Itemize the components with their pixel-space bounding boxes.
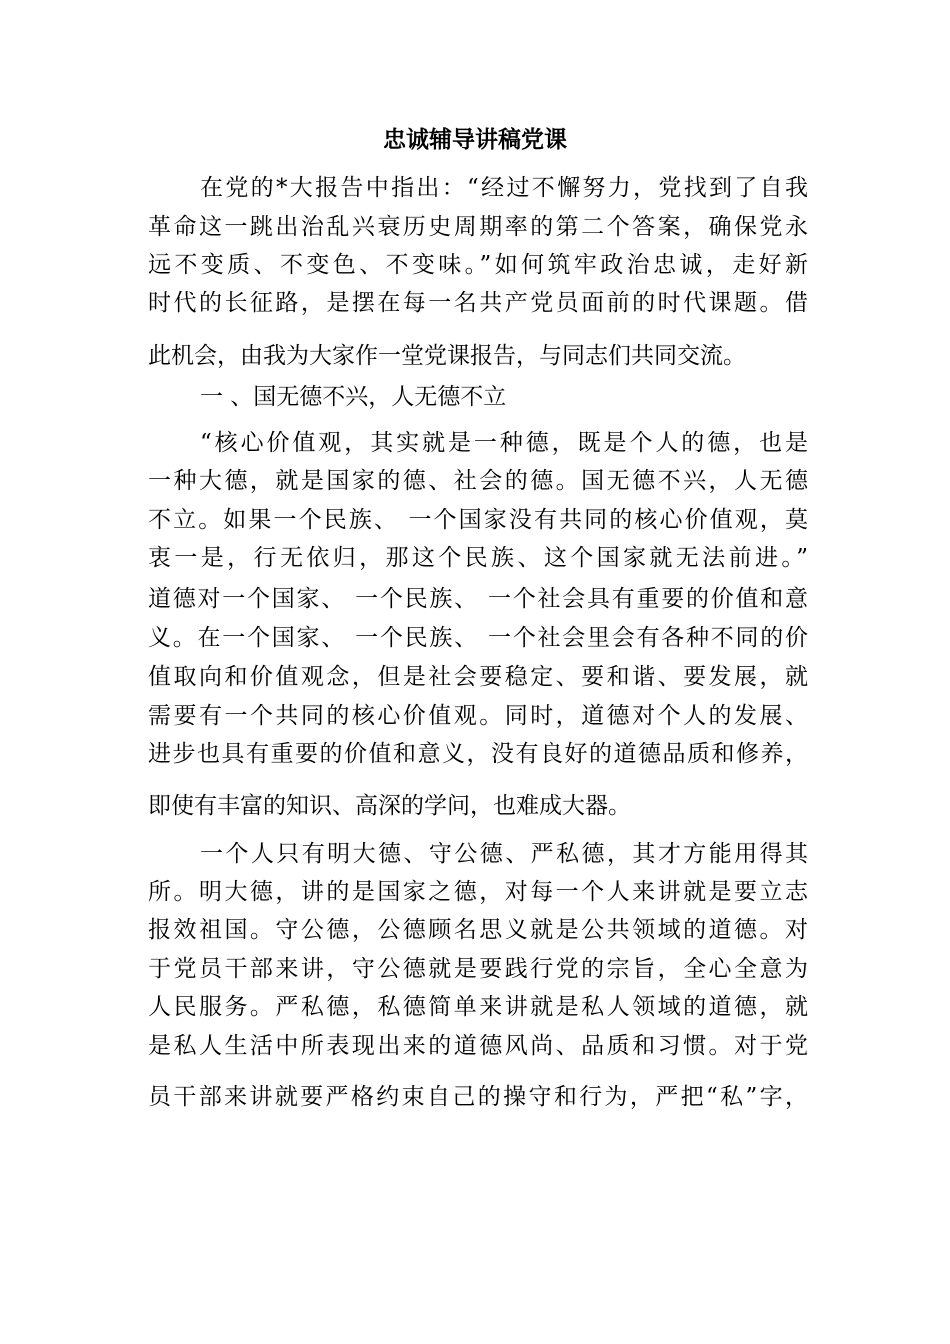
paragraph-line: 革命这一跳出治乱兴衰历史周期率的第二个答案，确保党永 [148, 214, 808, 240]
paragraph-line: 不立。如果一个民族、 一个国家没有共同的核心价值观，莫 [148, 507, 808, 533]
paragraph-line: 衷一是，行无依归，那这个民族、这个国家就无法前进。” [148, 545, 808, 571]
paragraph-line: 远不变质、不变色、不变味。”如何筑牢政治忠诚，走好新 [148, 252, 808, 278]
paragraph-line: 人民服务。严私德，私德简单来讲就是私人领域的道德，就 [148, 994, 808, 1020]
paragraph-line: 值取向和价值观念，但是社会要稳定、要和谐、要发展，就 [148, 664, 808, 690]
paragraph-line: 一个人只有明大德、守公德、严私德，其才方能用得其 [200, 841, 808, 867]
paragraph-line: 是私人生活中所表现出来的道德风尚、品质和习惯。对于党 [148, 1033, 808, 1059]
document-title: 忠诚辅导讲稿党课 [383, 127, 567, 153]
paragraph-line: 员干部来讲就要严格约束自己的操守和行为，严把“私”字， [148, 1084, 808, 1110]
paragraph-line: 时代的长征路，是摆在每一名共产党员面前的时代课题。借 [148, 290, 808, 316]
paragraph-line: 需要有一个共同的核心价值观。同时，道德对个人的发展、 [148, 703, 808, 729]
section-heading: 一 、国无德不兴，人无德不立 [200, 384, 507, 410]
paragraph-line: 道德对一个国家、 一个民族、 一个社会具有重要的价值和意 [148, 586, 808, 612]
paragraph-line: 所。明大德，讲的是国家之德，对每一个人来讲就是要立志 [148, 879, 808, 905]
paragraph-line: 在党的*大报告中指出：“经过不懈努力，党找到了自我 [200, 175, 808, 201]
paragraph-line: 于党员干部来讲，守公德就是要践行党的宗旨，全心全意为 [148, 956, 808, 982]
paragraph-line: 一种大德，就是国家的德、社会的德。国无德不兴，人无德 [148, 468, 808, 494]
paragraph-line: 即使有丰富的知识、高深的学问，也难成大器。 [148, 793, 631, 819]
paragraph-line: 义。在一个国家、 一个民族、 一个社会里会有各种不同的价 [148, 625, 808, 651]
paragraph-line: 进步也具有重要的价值和意义，没有良好的道德品质和修养， [148, 741, 808, 767]
paragraph-line: “核心价值观，其实就是一种德，既是个人的德，也是 [200, 430, 808, 456]
paragraph-line: 此机会，由我为大家作一堂党课报告，与同志们共同交流。 [148, 343, 746, 369]
paragraph-line: 报效祖国。守公德，公德顾名思义就是公共领域的道德。对 [148, 917, 808, 943]
